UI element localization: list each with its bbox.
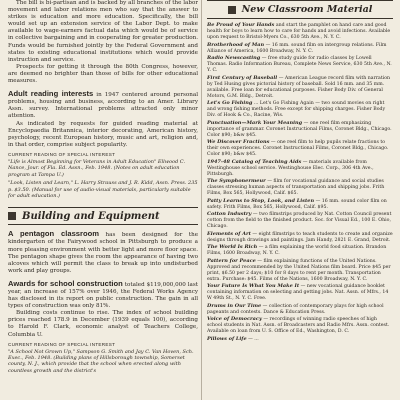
list-item [207, 336, 393, 343]
section-header-building [8, 207, 198, 225]
paragraph-building-costs: Building costs continue to rise. The index of school building prices reached 178.9 in December (1939 equals 100), according to Harold F. Clark, economic analyst of Teachers College, Columbia U. [8, 310, 198, 338]
current-reading-label-2: CURRENT READING OF SPECIAL INTEREST [8, 341, 116, 347]
paragraph-pentagon [8, 230, 198, 275]
paragraph-guided-reading: As indicated by requests for guided reading material at Encyclopaedia Britannica, interior decorating, American history, psychology, recent European history, music and art, religion and, in that order, comprise subject popularity. [8, 120, 198, 148]
entry-description: — one reel film emphasizing importance of grammar. Coronet Instructional Films, Coronet Bldg., Chicago. Color $90; b&w $45. [207, 120, 392, 138]
list-item [207, 244, 393, 257]
entry-title: Pattern for Peace [207, 257, 256, 264]
entry-description: — collection of contemporary plays for high school pageants and contests. Dance & Education Press. [207, 303, 384, 315]
entry-description: and start the pamphlet on hand care and good health for boys to learn how to care for hands and avoid infections. Available upon request to Bristol-Myers Co., 630 5th Ave., N. Y. C. [207, 23, 391, 41]
entry-description: — ... [246, 336, 259, 342]
list-item [207, 42, 393, 55]
entry-title: Radio Newscasting [207, 55, 261, 62]
headline-pentagon: A pentagon classroom [8, 229, 100, 239]
entry-description: ... Let's Go Fishing Again — two sound movies on right and wrong fishing methods. Free except for shipping charges. Fisher Body Div. of Hook & Co., Racine, Wis. [207, 101, 386, 119]
column-divider [201, 0, 202, 400]
material-entries-list [207, 22, 393, 343]
section-title-new-classroom: New Classroom Material [241, 4, 373, 15]
list-item [207, 178, 393, 197]
entry-title: Elements of Art [207, 230, 251, 237]
list-item [207, 159, 393, 178]
text-pentagon: has been designed for the kindergarten of the Fairywood school in Pittsburgh to produce a more pleasing environment with better light and more floor space. The pentagon shape gives the room the appearance of having two alcoves which will permit the class to break up into undisturbed work and play groups. [8, 232, 198, 274]
entry-description: — recordings of winning radio speeches of high school students in Nat. Assn. of Broadcasters and Radio Mfrs. Assn. contest. Available on loan from U. S. Office of Ed., Washington, D. C. [207, 317, 390, 335]
list-item [207, 231, 393, 244]
entry-description: — materials available from Westinghouse school service. Westinghouse Elec. Corp., 306 4th Ave., Pittsburgh. [207, 159, 374, 177]
list-item [207, 258, 393, 283]
list-item [207, 75, 393, 100]
list-item [207, 211, 393, 230]
citation-look-listen: "Look, Listen and Learn," L. Harry Strauss and J. R. Kidd, Assn. Press. 235 p. $3.50. (Manual for use of audio-visual materials, particularly suitable for adult education.) [8, 180, 198, 199]
section-header-new-classroom [207, 0, 393, 19]
entry-title: Your Future Is What You Make It [207, 283, 300, 290]
entry-title: First Century of Baseball [207, 74, 278, 81]
entry-description: — film for vocational guidance and social studies classes stressing human aspects of transportation and shipping jobs. Frith Films, Box 565, Hollywood, Calif. $65. [207, 179, 385, 197]
entry-title: Brotherhood of Man [207, 41, 265, 48]
right-column [207, 0, 393, 400]
entry-description: — eight filmstrips to teach students to create and organize designs through drawings and paintings. Jam Handy, 2821 E. Grand, Detroit. [207, 231, 393, 243]
list-item [207, 100, 393, 119]
paragraph-adult-reading [8, 90, 198, 120]
square-bullet-icon [228, 6, 236, 14]
entry-title: We Discover Fractions [207, 139, 270, 146]
entry-description: — new vocational guidance booklet containing information on selecting and getting jobs. Nat. Assn. of Mfrs., 14 W 49th St., N. Y. C. Free. [207, 284, 389, 302]
entry-title: 1947-48 Catalog of Teaching Aids [207, 158, 302, 165]
paragraph-awards [8, 280, 198, 310]
list-item [207, 198, 393, 211]
entry-title: Pillows of Life [207, 335, 247, 342]
headline-awards: Awards for school construction [8, 278, 123, 288]
list-item [207, 139, 393, 158]
entry-title: Be Proud of Your Hands [207, 22, 275, 28]
entry-title: Drums in Our Time [207, 302, 262, 309]
entry-title: Let's Go Fishing [207, 100, 253, 107]
entry-title: Patty Learns to Stop, Look, and Listen [207, 197, 315, 204]
entry-title: Cotton Industry [207, 211, 252, 218]
entry-title: Voice of Democracy [207, 316, 262, 323]
entry-title: The Symphonermeur [207, 178, 266, 185]
list-item [207, 120, 393, 139]
entry-description: — film explaining functions of the United Nations. Approved and recommended by the United Nations film board. Price $45 per print, $6.50 per 2 days; $10 for 8 days to rent per month. Transportation extra. Purchase: $45. Films of the Nations, 1600 Broadway, N. Y. C. [207, 258, 391, 282]
entry-description: — a film explaining the world food situation. Brandon Films, 1600 Broadway, N. Y. C. [207, 245, 387, 257]
list-item [207, 316, 393, 335]
list-item [207, 303, 393, 316]
entry-title: The World Is Rich [207, 244, 258, 251]
paragraph-prospects: Prospects for getting it through the 80th Congress, however, are deemed no brighter than those of bills for other educational measures. [8, 63, 198, 85]
current-reading-label: CURRENT READING OF SPECIAL INTEREST [8, 151, 116, 157]
entry-description: — free study guide for radio classes by Lowell Thomas. Radio Information Bureau, Complete News Service, 630 5th Ave., N. Y. C. [207, 56, 392, 74]
text-adult-reading: in 1947 centered around personal problems, housing and business, according to an Amer. Library Assn. survey. International problems attracted only minor attention. [8, 92, 198, 120]
entry-description: — two filmstrips produced by Nat. Cotton Council present cotton from the field to the finished product. Soc. for Visual Ed., 100 E. Ohio, Chicago. [207, 212, 392, 230]
entry-description: — one reel film to help pupils relate fractions to their own experiences. Coronet Instructional Films, Coronet Bldg., Chicago. Color $90; b&w $45. [207, 140, 389, 158]
left-column [8, 0, 198, 400]
list-item [207, 283, 393, 302]
square-bullet-icon [8, 212, 16, 220]
entry-description: — 16 mm. sound color film on safety. Frith Films, Box 565, Hollywood, Calif. $95. [207, 198, 387, 210]
entry-title: Punctuation—Mark Your Meaning [207, 119, 303, 126]
citation-veterans: "Life is Almost Beginning for Veterans in Adult Education" Ellwood C. Nance, Jour. of Fla. Ed. Assn., Feb. 1948. (Notes on adult education program at Tampa U.) [8, 158, 186, 178]
text-awards: totaled $119,000,000 last year, an increase of 157% over 1946, the Federal Works Agency has disclosed in its report on public construction. The gain in all types of construction was only 81%. [8, 281, 198, 310]
entry-description: — 16 mm. sound film on intergroup relations. Film Alliance of America, 1600 Broadway, N. Y. C. [207, 42, 387, 54]
entry-description: — American League record film with narration by Ted Husing gives pictorial history of baseball. Sold 16 mm. and 35 mm. available. Free loan for educational purposes. Fisher Body Div. of General Motors, G.M. Bldg., Detroit. [207, 75, 391, 99]
list-item [207, 55, 393, 74]
section-title-building: Building and Equipment [22, 210, 160, 222]
citation-school-not-grown: "A School Not Grown Up," Sampson G. Smith and Jay C. Van Hoven, Sch. Exec., Feb. 1948. (Building plans of Hillsborough township, Somerset county, N. J., which provide that the school when erected along with countless growth and the district's [8, 348, 194, 374]
list-item [207, 22, 393, 41]
headline-adult-reading: Adult reading interests [8, 89, 94, 99]
paragraph-bill: The bill is bi-partisan and is backed by all branches of the labor movement and labor relations men who say that the answer to strikes is education and more education. Specifically, the bill would set up an extension service of the Labor Dept. to make available to wage-earners factual data which would be of service in collective bargaining and in cooperating for greater production. Funds would be furnished jointly by the Federal Government and states to existing educational institutions which would provide instruction and service. [8, 0, 198, 63]
